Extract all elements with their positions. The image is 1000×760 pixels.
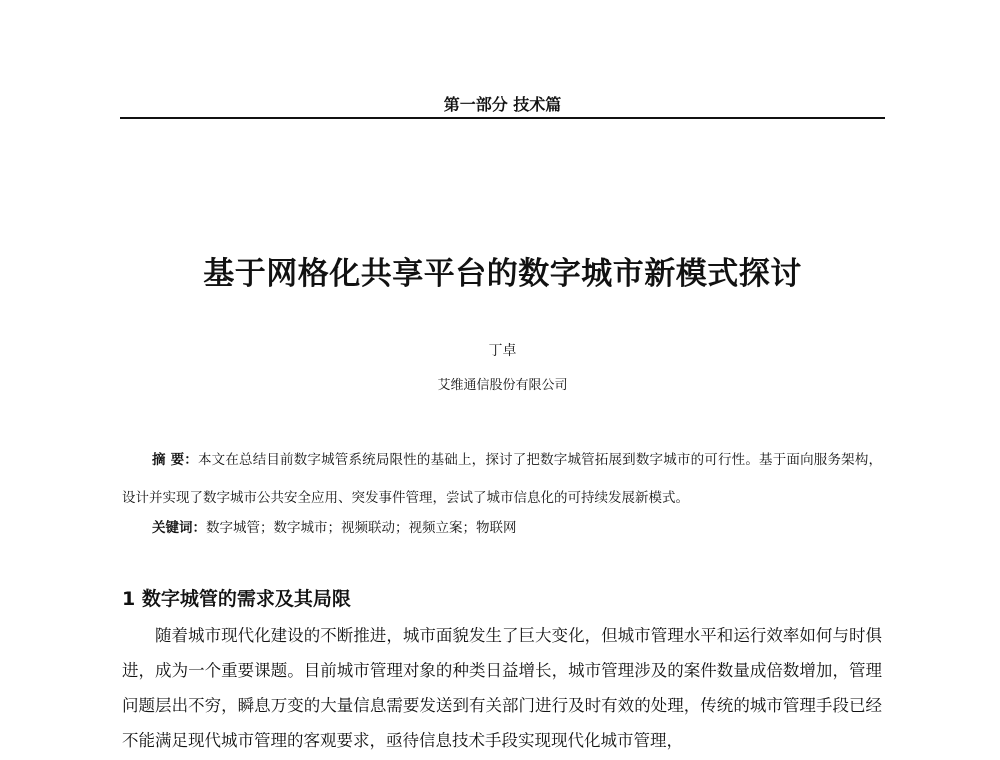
- author-affiliation: 艾维通信股份有限公司: [437, 378, 568, 393]
- abstract-text: 本文在总结目前数字城管系统局限性的基础上，探讨了把数字城管拓展到数字城市的可行性。基于面向服务架构，设计并实现了数字城市公共安全应用、突发事件管理，尝试了城市信息化的可持续发展新模式。: [122, 452, 883, 506]
- running-head: 第一部分 技术篇: [443, 95, 562, 114]
- header-rule: [120, 117, 885, 119]
- abstract-label: 摘 要：: [152, 452, 198, 468]
- abstract: [122, 441, 882, 517]
- section-paragraph: 随着城市现代化建设的不断推进，城市面貌发生了巨大变化，但城市管理水平和运行效率如何与时俱进，成为一个重要课题。目前城市管理对象的种类日益增长，城市管理涉及的案件数量成倍数增加，管理问题层出不穷，瞬息万变的大量信息需要发送到有关部门进行及时有效的处理，传统的城市管理手段已经不能满足现代城市管理的客观要求，亟待信息技术手段实现现代化城市管理，: [122, 626, 882, 750]
- abstract-indent: [122, 452, 152, 468]
- section-heading: 1 数字城管的需求及其局限: [122, 588, 351, 610]
- keywords-label: 关键词：: [152, 520, 206, 536]
- keywords-text: 数字城管；数字城市；视频联动；视频立案；物联网: [206, 520, 517, 536]
- keywords: [152, 516, 882, 540]
- author-name: 丁卓: [488, 343, 517, 359]
- paper-title: 基于网格化共享平台的数字城市新模式探讨: [203, 256, 802, 292]
